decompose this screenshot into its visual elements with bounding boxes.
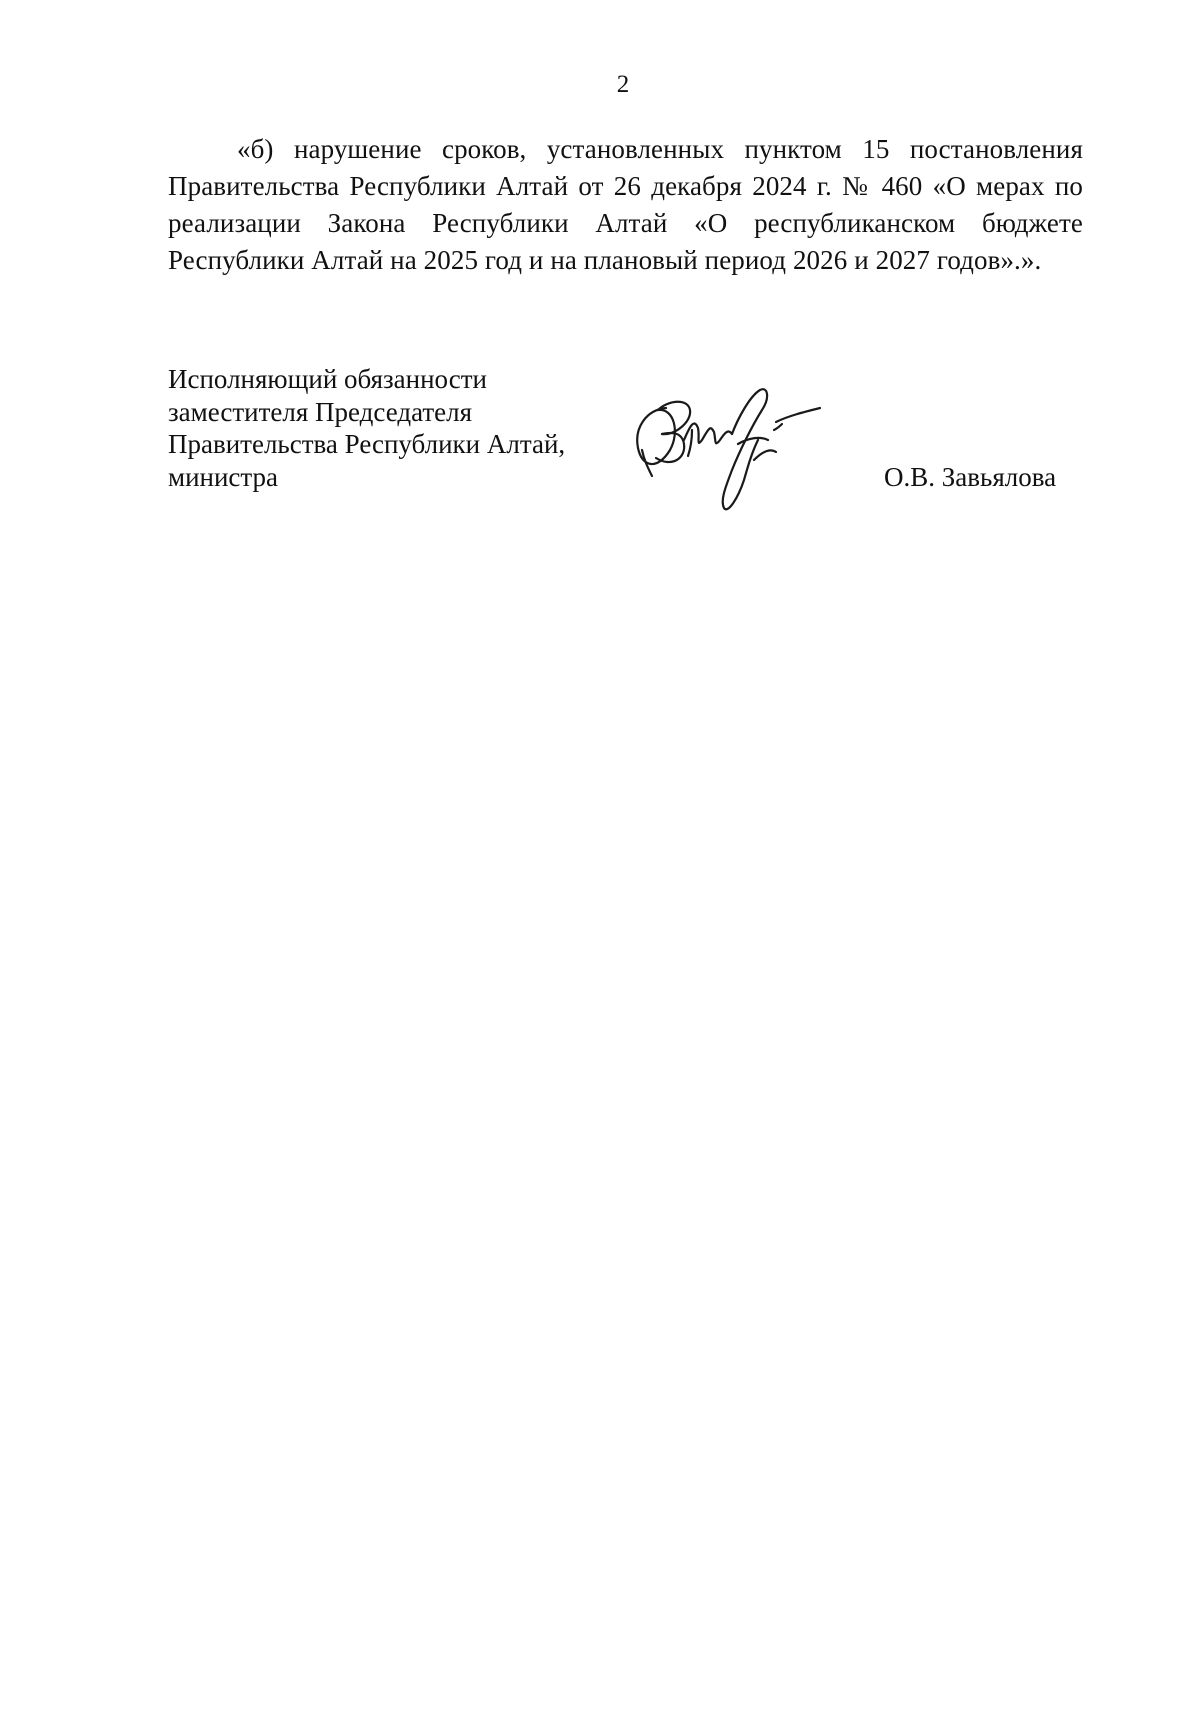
handwritten-signature-icon xyxy=(628,388,848,513)
signatory-name: О.В. Завьялова xyxy=(884,462,1057,492)
signatory-title-line: Исполняющий обязанности xyxy=(168,364,487,394)
signatory-title-line: Правительства Республики Алтай, xyxy=(168,429,566,459)
body-paragraph: «б) нарушение сроков, установленных пунктом 15 постановления Правительства Республики Алтай от 26 декабря 2024 г. № 460 «О мерах по реализации Закона Республики Алтай «О республиканском бюджете Республики Алтай на 2025 год и на плановый период 2026 и 2027 годов».». xyxy=(168,134,1083,275)
signatory-title-line: министра xyxy=(168,461,279,492)
signatory-title-line: заместителя Председателя xyxy=(168,396,473,427)
page-number: 2 xyxy=(616,71,630,98)
signatory-title xyxy=(168,363,565,493)
